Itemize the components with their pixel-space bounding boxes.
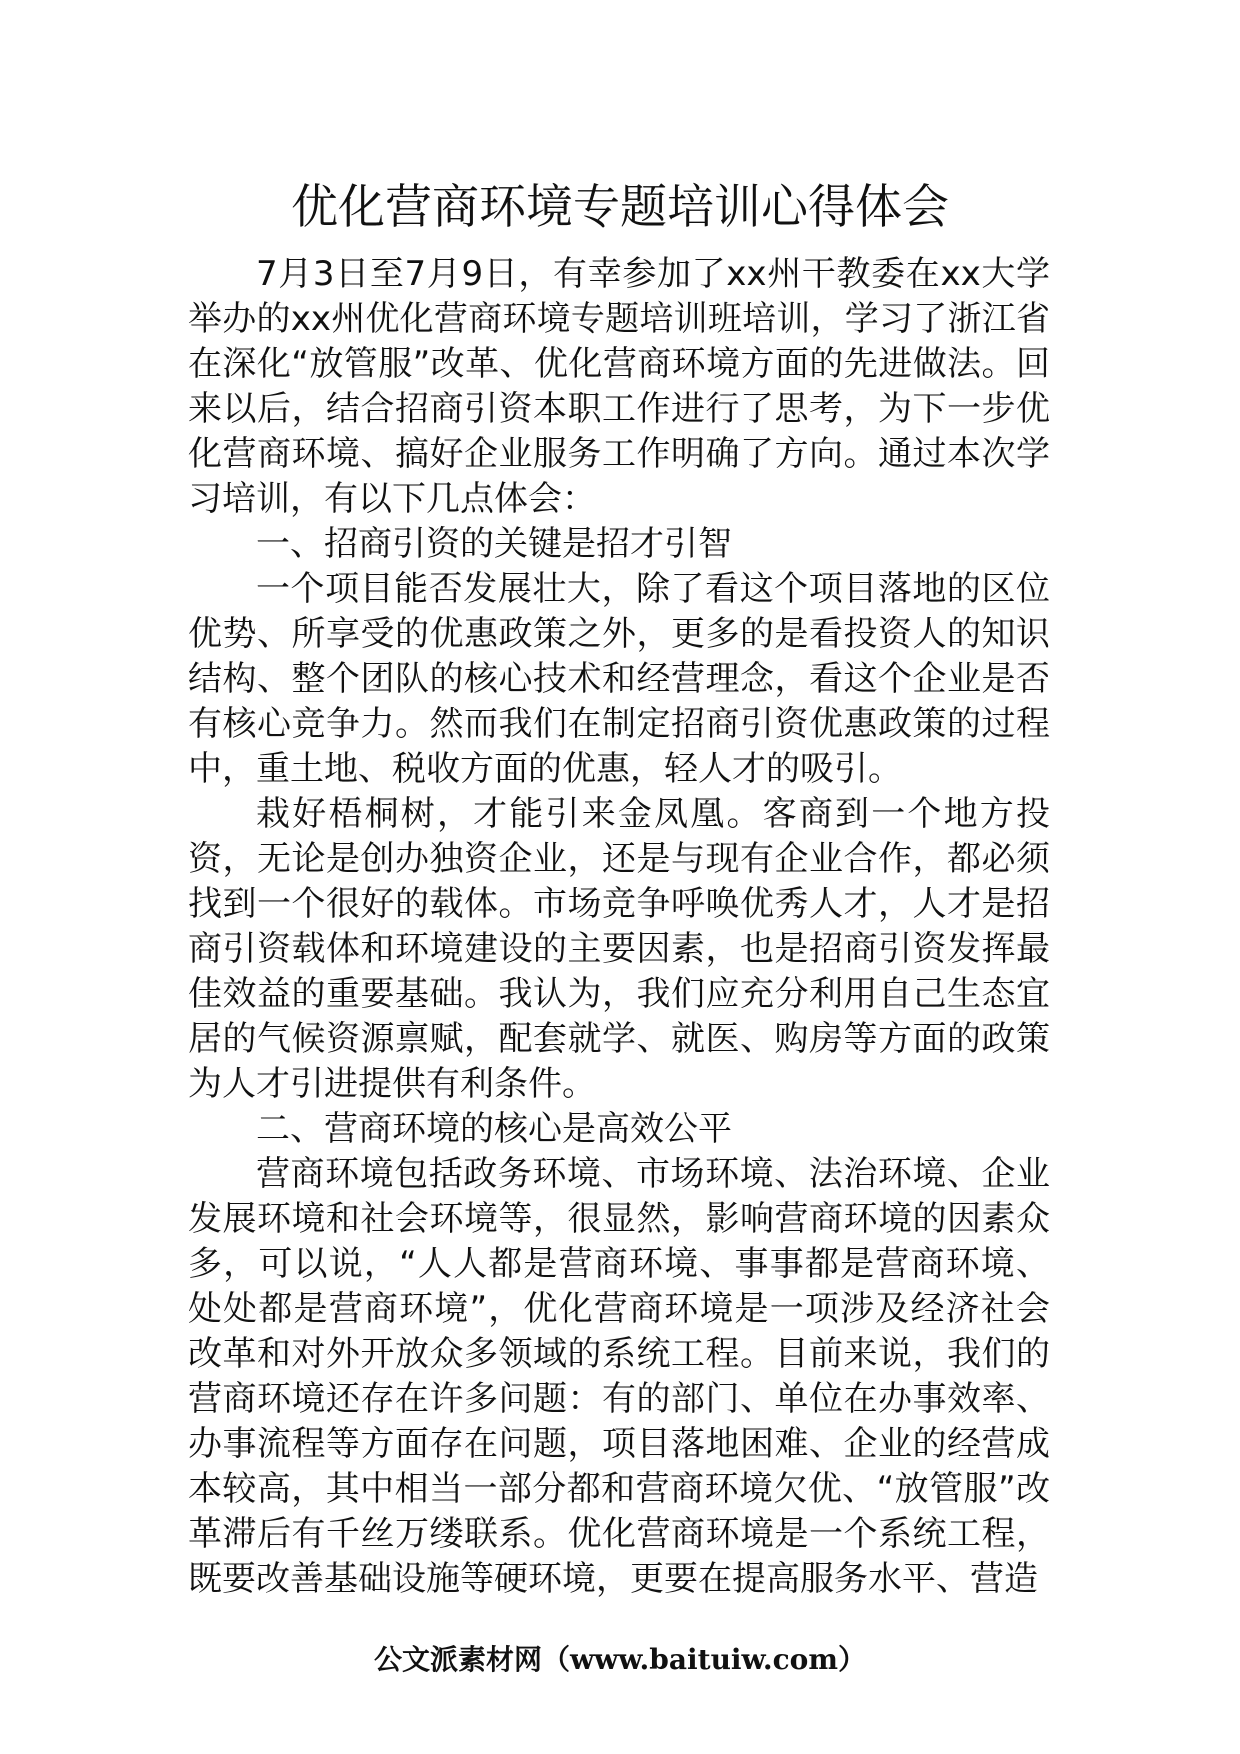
paragraph-1-2: 栽好梧桐树，才能引来金凤凰。客商到一个地方投资，无论是创办独资企业，还是与现有企业合作，都必须找到一个很好的载体。市场竞争呼唤优秀人才，人才是招商引资载体和环境建设的主要因素，也是招商引资发挥最佳效益的重要基础。我认为，我们应充分利用自己生态宜居的气候资源禀赋，配套就学、就医、购房等方面的政策为人才引进提供有利条件。 <box>188 794 1050 1104</box>
paragraph-intro: 7月3日至7月9日，有幸参加了xx州干教委在xx大学举办的xx州优化营商环境专题培训班培训，学习了浙江省在深化“放管服”改革、优化营商环境方面的先进做法。回来以后，结合招商引资本职工作进行了思考，为下一步优化营商环境、搞好企业服务工作明确了方向。通过本次学习培训，有以下几点体会： <box>188 254 1050 519</box>
document-body <box>188 252 1050 1602</box>
paragraph-2-1: 营商环境包括政务环境、市场环境、法治环境、企业发展环境和社会环境等，很显然，影响营商环境的因素众多，可以说，“人人都是营商环境、事事都是营商环境、处处都是营商环境”，优化营商环境是一项涉及经济社会改革和对外开放众多领域的系统工程。目前来说，我们的营商环境还存在许多问题：有的部门、单位在办事效率、办事流程等方面存在问题，项目落地困难、企业的经营成本较高，其中相当一部分都和营商环境欠优、“放管服”改革滞后有千丝万缕联系。优化营商环境是一个系统工程，既要改善基础设施等硬环境，更要在提高服务水平、营造 <box>188 1154 1050 1599</box>
paragraph-1-1: 一个项目能否发展壮大，除了看这个项目落地的区位优势、所享受的优惠政策之外，更多的是看投资人的知识结构、整个团队的核心技术和经营理念，看这个企业是否有核心竞争力。然而我们在制定招商引资优惠政策的过程中，重土地、税收方面的优惠，轻人才的吸引。 <box>188 569 1050 789</box>
section-heading-2: 二、营商环境的核心是高效公平 <box>256 1109 732 1149</box>
footer-watermark-text: 公文派素材网（www.baituiw.com） <box>374 1643 866 1676</box>
section-heading-1: 一、招商引资的关键是招才引智 <box>256 524 732 564</box>
document-title: 优化营商环境专题培训心得体会 <box>291 180 949 235</box>
